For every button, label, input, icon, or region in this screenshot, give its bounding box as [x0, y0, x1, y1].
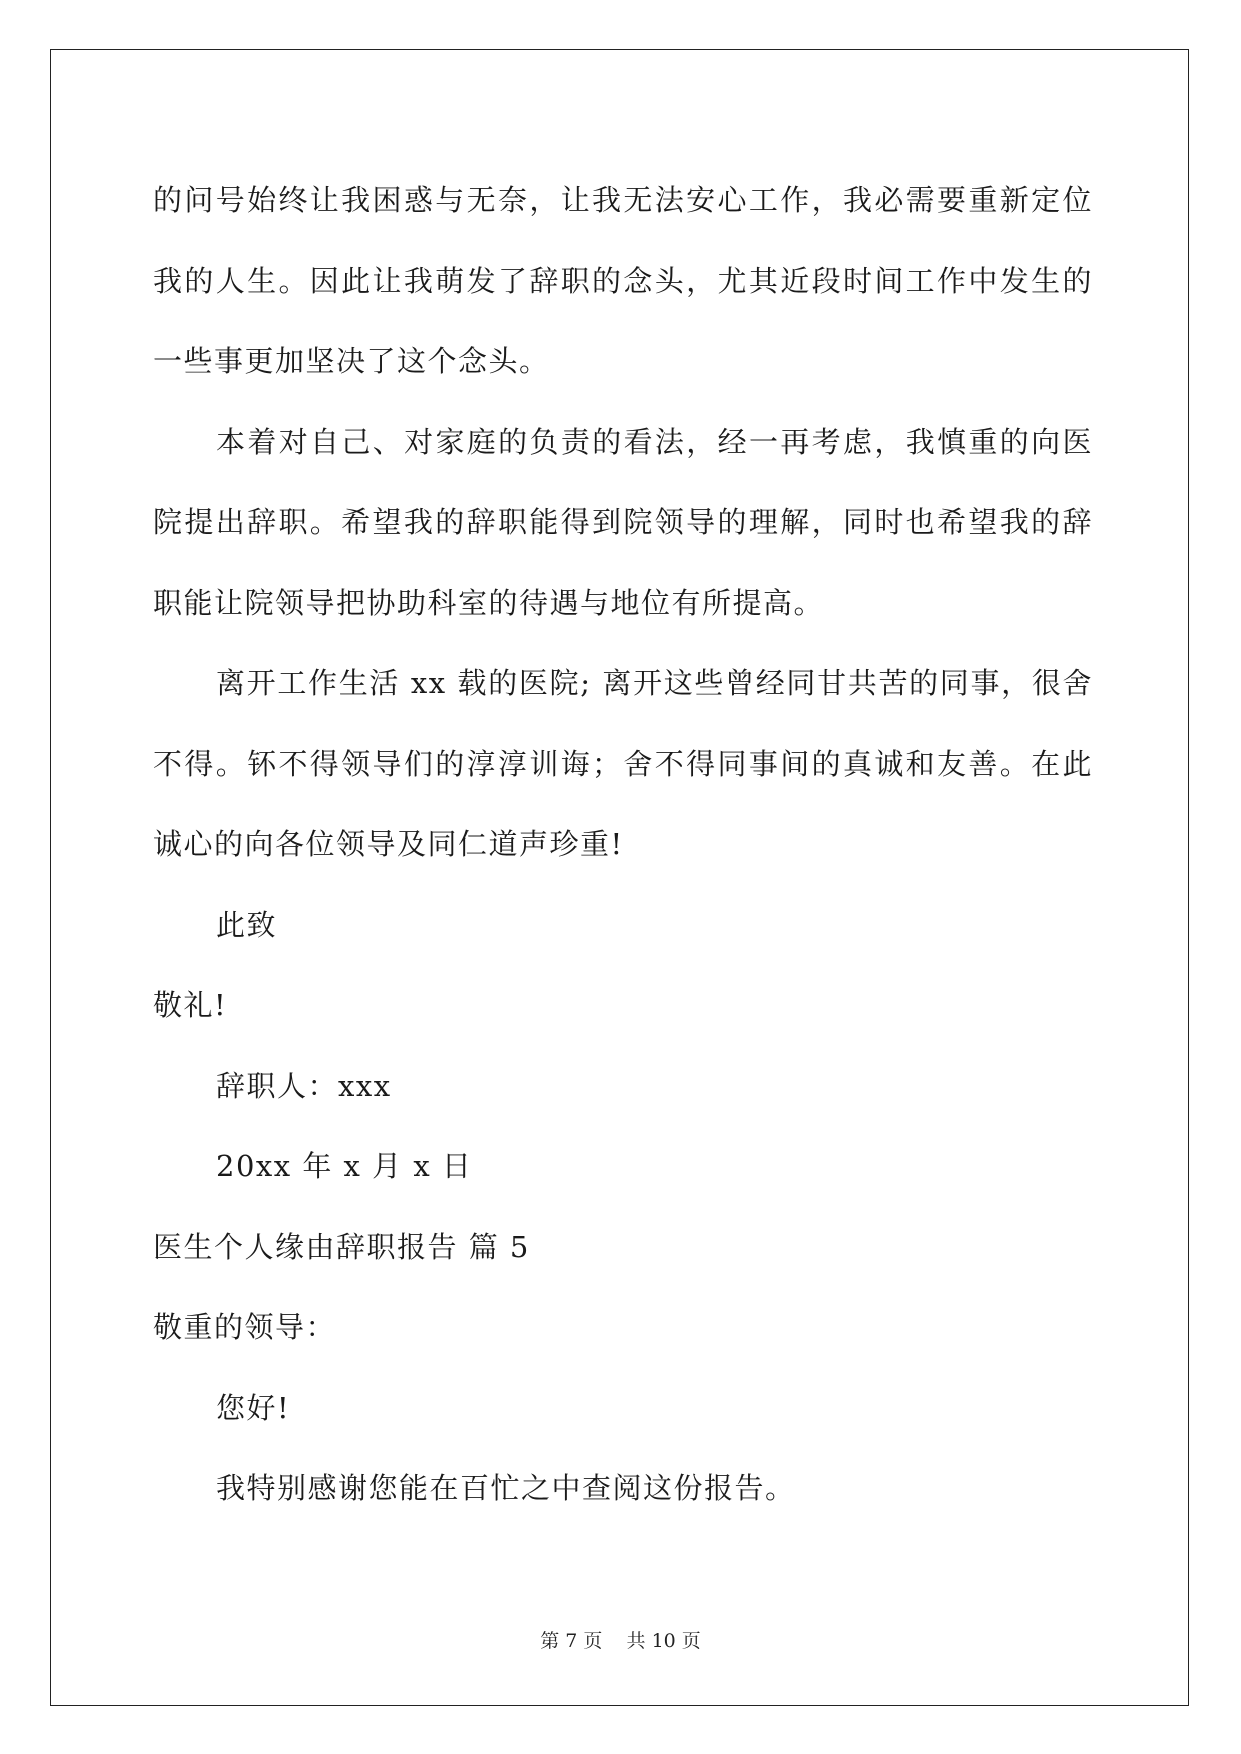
- document-body: [153, 160, 1093, 1529]
- greeting-line: 您好!: [216, 1390, 291, 1425]
- paragraph-resignation-reason: 的问号始终让我困惑与无奈，让我无法安心工作，我必需要重新定位我的人生。因此让我萌发了辞职的念头，尤其近段时间工作中发生的一些事更加坚决了这个念头。: [153, 183, 1093, 378]
- signer-line: 辞职人：xxx: [216, 1068, 392, 1103]
- salute-phrase: 敬礼!: [153, 988, 228, 1022]
- body-start-line: 我特别感谢您能在百忙之中查阅这份报告。: [216, 1471, 796, 1505]
- closing-phrase: 此致: [216, 907, 278, 942]
- page-number-label: 第 7 页 共 10 页: [540, 1630, 701, 1652]
- greeting-recipient: 敬重的领导：: [153, 1310, 337, 1344]
- page-footer: [0, 1629, 1241, 1653]
- paragraph-resignation-request: 本着对自己、对家庭的负责的看法，经一再考虑，我慎重的向医院提出辞职。希望我的辞职能得到院领导的理解，同时也希望我的辞职能让院领导把协助科室的待遇与地位有所提高。: [153, 424, 1093, 620]
- section-title: 医生个人缘由辞职报告 篇 5: [153, 1229, 530, 1264]
- paragraph-farewell: 离开工作生活 xx 载的医院; 离开这些曾经同甘共苦的同事，很舍不得。钚不得领导们的淳淳训诲；舍不得同事间的真诚和友善。在此诚心的向各位领导及同仁道声珍重!: [153, 666, 1093, 861]
- date-line: 20xx 年 x 月 x 日: [216, 1149, 473, 1183]
